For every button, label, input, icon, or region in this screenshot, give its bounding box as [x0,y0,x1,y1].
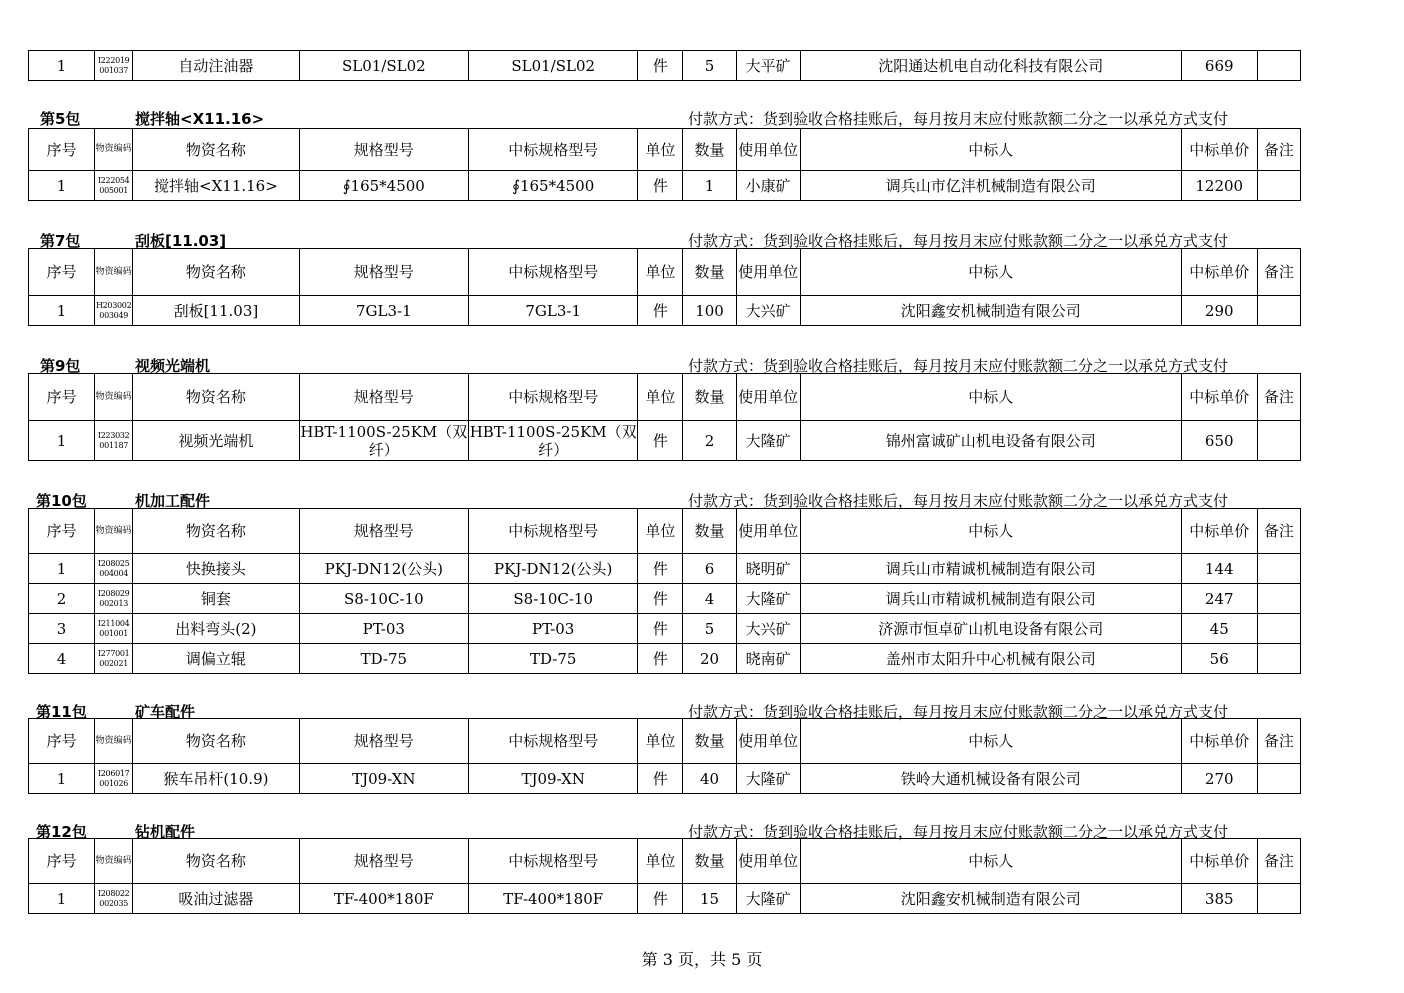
cell-name: 搅拌轴<X11.16> [133,171,299,201]
cell-seq: 1 [29,51,95,81]
cell-remark [1257,171,1300,201]
cell-price: 56 [1181,644,1257,674]
cell-seq: 1 [29,171,95,201]
cell-user: 大兴矿 [736,296,800,326]
package-title: 视频光端机 [135,357,211,375]
header-qty: 数量 [683,129,736,171]
cell-name: 铜套 [133,584,299,614]
header-qty: 数量 [683,509,736,554]
header-seq: 序号 [29,374,95,421]
header-name: 物资名称 [133,129,299,171]
cell-remark [1257,644,1300,674]
cell-winner: 铁岭大通机械设备有限公司 [800,764,1181,794]
header-unit: 单位 [638,839,683,884]
header-row [29,374,1301,421]
header-qty: 数量 [683,839,736,884]
cell-price: 12200 [1181,171,1257,201]
cell-qty: 4 [683,584,736,614]
package-title: 机加工配件 [135,492,211,510]
header-remark: 备注 [1257,839,1300,884]
cell-spec: TJ09-XN [299,764,468,794]
cell-unit: 件 [638,51,683,81]
cell-qty: 100 [683,296,736,326]
header-spec: 规格型号 [299,249,468,296]
table-row [29,296,1301,326]
header-seq: 序号 [29,129,95,171]
cell-spec: 7GL3-1 [299,296,468,326]
cell-price: 247 [1181,584,1257,614]
header-spec: 规格型号 [299,129,468,171]
cell-code: I223032 001187 [95,421,133,461]
header-row [29,509,1301,554]
table-row [29,764,1301,794]
package-table [28,838,1301,914]
header-winner: 中标人 [800,839,1181,884]
cell-name: 自动注油器 [133,51,299,81]
header-row [29,839,1301,884]
cell-code: H203002 003049 [95,296,133,326]
package-label: 第12包 [36,823,87,841]
cell-user: 大隆矿 [736,421,800,461]
cell-name: 调偏立辊 [133,644,299,674]
header-user: 使用单位 [736,129,800,171]
cell-remark [1257,554,1300,584]
header-seq: 序号 [29,249,95,296]
cell-spec: SL01/SL02 [299,51,468,81]
header-row [29,719,1301,764]
cell-user: 晓明矿 [736,554,800,584]
cell-price: 290 [1181,296,1257,326]
header-name: 物资名称 [133,839,299,884]
cell-user: 小康矿 [736,171,800,201]
cell-winner: 沈阳鑫安机械制造有限公司 [800,296,1181,326]
package-label: 第10包 [36,492,87,510]
header-bid-spec: 中标规格型号 [469,374,638,421]
header-bid-spec: 中标规格型号 [469,129,638,171]
top-table [28,50,1301,81]
cell-user: 大隆矿 [736,764,800,794]
header-user: 使用单位 [736,374,800,421]
cell-name: 快换接头 [133,554,299,584]
header-code: 物资编码 [95,839,133,884]
header-unit: 单位 [638,374,683,421]
cell-winner: 锦州富诚矿山机电设备有限公司 [800,421,1181,461]
header-code: 物资编码 [95,249,133,296]
cell-seq: 1 [29,296,95,326]
cell-unit: 件 [638,171,683,201]
header-price: 中标单价 [1181,509,1257,554]
cell-unit: 件 [638,764,683,794]
header-seq: 序号 [29,839,95,884]
payment-terms: 付款方式：货到验收合格挂账后，每月按月末应付账款额二分之一以承兑方式支付 [688,703,1229,721]
cell-code: I222019 001037 [95,51,133,81]
table-row [29,171,1301,201]
header-spec: 规格型号 [299,509,468,554]
header-unit: 单位 [638,129,683,171]
cell-bid-spec: TJ09-XN [469,764,638,794]
cell-unit: 件 [638,554,683,584]
cell-qty: 5 [683,51,736,81]
table-row [29,421,1301,461]
header-winner: 中标人 [800,129,1181,171]
cell-remark [1257,884,1300,914]
header-row [29,249,1301,296]
cell-winner: 调兵山市亿沣机械制造有限公司 [800,171,1181,201]
cell-seq: 4 [29,644,95,674]
package-label: 第9包 [40,357,81,375]
header-code: 物资编码 [95,509,133,554]
cell-winner: 沈阳通达机电自动化科技有限公司 [800,51,1181,81]
payment-terms: 付款方式：货到验收合格挂账后，每月按月末应付账款额二分之一以承兑方式支付 [688,823,1229,841]
cell-qty: 20 [683,644,736,674]
package-table [28,248,1301,326]
header-row [29,129,1301,171]
header-unit: 单位 [638,509,683,554]
header-seq: 序号 [29,509,95,554]
package-title: 钻机配件 [135,823,196,841]
cell-unit: 件 [638,644,683,674]
header-spec: 规格型号 [299,719,468,764]
cell-spec: TF-400*180F [299,884,468,914]
cell-name: 视频光端机 [133,421,299,461]
header-name: 物资名称 [133,509,299,554]
cell-winner: 盖州市太阳升中心机械有限公司 [800,644,1181,674]
header-code: 物资编码 [95,374,133,421]
table-row [29,584,1301,614]
cell-bid-spec: TD-75 [469,644,638,674]
cell-bid-spec: ∮165*4500 [469,171,638,201]
cell-remark [1257,421,1300,461]
cell-spec: PKJ-DN12(公头) [299,554,468,584]
header-seq: 序号 [29,719,95,764]
cell-price: 270 [1181,764,1257,794]
cell-bid-spec: S8-10C-10 [469,584,638,614]
header-qty: 数量 [683,249,736,296]
cell-code: I208022 002035 [95,884,133,914]
header-remark: 备注 [1257,129,1300,171]
cell-name: 吸油过滤器 [133,884,299,914]
cell-price: 385 [1181,884,1257,914]
package-label: 第7包 [40,232,81,250]
header-bid-spec: 中标规格型号 [469,839,638,884]
table-row [29,614,1301,644]
cell-qty: 40 [683,764,736,794]
cell-winner: 调兵山市精诚机械制造有限公司 [800,584,1181,614]
cell-code: I206017 001026 [95,764,133,794]
cell-seq: 1 [29,884,95,914]
cell-seq: 3 [29,614,95,644]
cell-bid-spec: 7GL3-1 [469,296,638,326]
cell-unit: 件 [638,614,683,644]
header-price: 中标单价 [1181,374,1257,421]
cell-qty: 15 [683,884,736,914]
cell-bid-spec: SL01/SL02 [469,51,638,81]
header-winner: 中标人 [800,719,1181,764]
package-label: 第5包 [40,110,81,128]
cell-winner: 济源市恒卓矿山机电设备有限公司 [800,614,1181,644]
cell-bid-spec: HBT-1100S-25KM（双纤） [469,422,637,459]
header-qty: 数量 [683,719,736,764]
cell-spec: S8-10C-10 [299,584,468,614]
cell-seq: 2 [29,584,95,614]
header-unit: 单位 [638,719,683,764]
cell-spec: PT-03 [299,614,468,644]
cell-spec: ∮165*4500 [299,171,468,201]
table-row [29,554,1301,584]
header-remark: 备注 [1257,374,1300,421]
header-bid-spec: 中标规格型号 [469,509,638,554]
cell-spec: HBT-1100S-25KM（双纤） [300,422,468,459]
cell-seq: 1 [29,421,95,461]
header-remark: 备注 [1257,719,1300,764]
cell-price: 144 [1181,554,1257,584]
cell-unit: 件 [638,584,683,614]
cell-bid-spec: TF-400*180F [469,884,638,914]
cell-code: I208029 002013 [95,584,133,614]
cell-remark [1257,614,1300,644]
cell-user: 大隆矿 [736,584,800,614]
payment-terms: 付款方式：货到验收合格挂账后，每月按月末应付账款额二分之一以承兑方式支付 [688,357,1229,375]
package-table [28,373,1301,461]
cell-code: I208025 004004 [95,554,133,584]
cell-price: 45 [1181,614,1257,644]
cell-bid-spec: PT-03 [469,614,638,644]
table-row [29,644,1301,674]
cell-name: 猴车吊杆(10.9) [133,764,299,794]
cell-winner: 沈阳鑫安机械制造有限公司 [800,884,1181,914]
cell-qty: 2 [683,421,736,461]
cell-remark [1257,51,1300,81]
package-title: 刮板[11.03] [135,232,227,250]
header-user: 使用单位 [736,719,800,764]
table-row [29,51,1301,81]
header-bid-spec: 中标规格型号 [469,249,638,296]
cell-code: I222054 005001 [95,171,133,201]
header-remark: 备注 [1257,509,1300,554]
header-user: 使用单位 [736,509,800,554]
header-spec: 规格型号 [299,374,468,421]
header-price: 中标单价 [1181,719,1257,764]
header-price: 中标单价 [1181,839,1257,884]
cell-bid-spec: PKJ-DN12(公头) [469,554,638,584]
package-title: 矿车配件 [135,703,196,721]
header-code: 物资编码 [95,719,133,764]
cell-qty: 1 [683,171,736,201]
header-price: 中标单价 [1181,249,1257,296]
header-name: 物资名称 [133,719,299,764]
table-row [29,884,1301,914]
header-winner: 中标人 [800,374,1181,421]
cell-user: 大兴矿 [736,614,800,644]
header-user: 使用单位 [736,839,800,884]
cell-qty: 5 [683,614,736,644]
package-table [28,718,1301,794]
cell-user: 晓南矿 [736,644,800,674]
header-winner: 中标人 [800,249,1181,296]
package-label: 第11包 [36,703,87,721]
cell-user: 大平矿 [736,51,800,81]
cell-unit: 件 [638,421,683,461]
cell-name: 出料弯头(2) [133,614,299,644]
header-unit: 单位 [638,249,683,296]
header-spec: 规格型号 [299,839,468,884]
header-price: 中标单价 [1181,129,1257,171]
header-remark: 备注 [1257,249,1300,296]
cell-remark [1257,584,1300,614]
cell-seq: 1 [29,554,95,584]
header-bid-spec: 中标规格型号 [469,719,638,764]
page-footer: 第 3 页，共 5 页 [641,950,763,969]
cell-remark [1257,296,1300,326]
cell-name: 刮板[11.03] [133,296,299,326]
cell-winner: 调兵山市精诚机械制造有限公司 [800,554,1181,584]
cell-remark [1257,764,1300,794]
cell-user: 大隆矿 [736,884,800,914]
payment-terms: 付款方式：货到验收合格挂账后，每月按月末应付账款额二分之一以承兑方式支付 [688,110,1229,128]
package-table [28,128,1301,201]
package-title: 搅拌轴<X11.16> [135,110,265,128]
cell-unit: 件 [638,884,683,914]
cell-price: 650 [1181,421,1257,461]
cell-code: I277001 002021 [95,644,133,674]
cell-qty: 6 [683,554,736,584]
header-code: 物资编码 [95,129,133,171]
payment-terms: 付款方式：货到验收合格挂账后，每月按月末应付账款额二分之一以承兑方式支付 [688,232,1229,250]
header-winner: 中标人 [800,509,1181,554]
cell-unit: 件 [638,296,683,326]
header-user: 使用单位 [736,249,800,296]
header-qty: 数量 [683,374,736,421]
package-table [28,508,1301,674]
cell-seq: 1 [29,764,95,794]
cell-code: I211004 001001 [95,614,133,644]
cell-price: 669 [1181,51,1257,81]
cell-spec: TD-75 [299,644,468,674]
header-name: 物资名称 [133,249,299,296]
header-name: 物资名称 [133,374,299,421]
payment-terms: 付款方式：货到验收合格挂账后，每月按月末应付账款额二分之一以承兑方式支付 [688,492,1229,510]
